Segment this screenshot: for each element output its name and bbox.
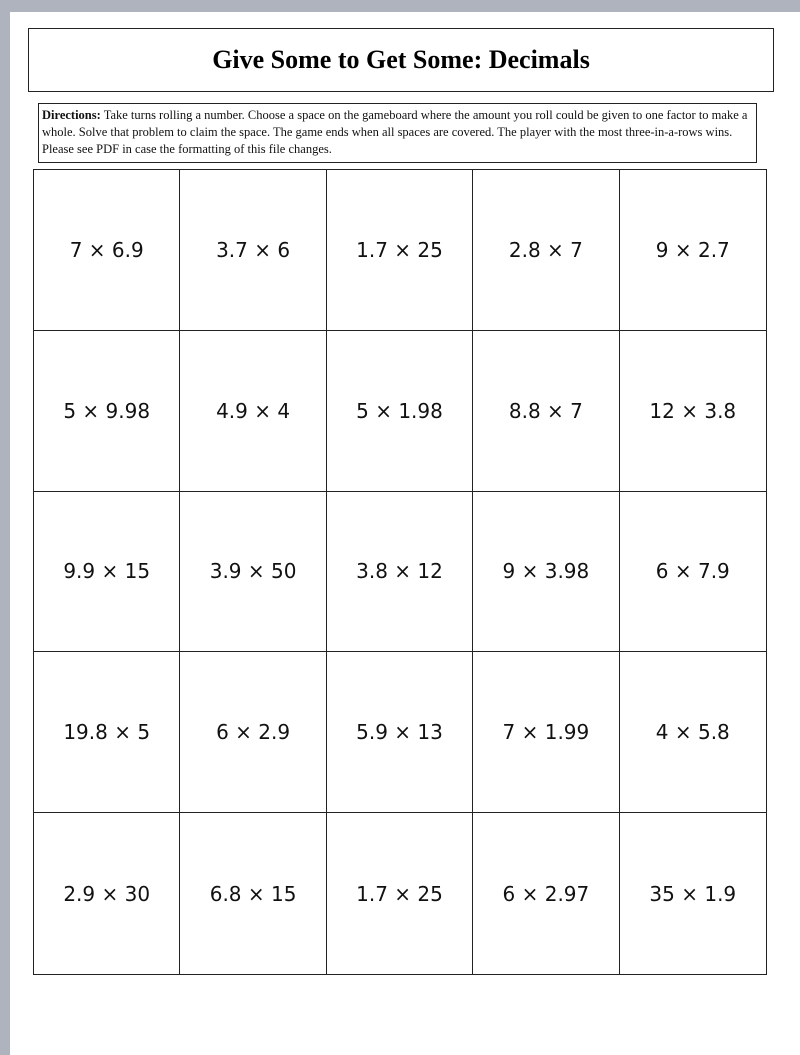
title-box bbox=[28, 28, 774, 92]
gameboard-cell[interactable]: 2.9 × 30 bbox=[34, 813, 180, 974]
gameboard-cell[interactable]: 9 × 3.98 bbox=[473, 492, 619, 653]
gameboard-cell[interactable]: 9 × 2.7 bbox=[620, 170, 766, 331]
gameboard-cell[interactable]: 4 × 5.8 bbox=[620, 652, 766, 813]
gameboard-cell[interactable]: 7 × 6.9 bbox=[34, 170, 180, 331]
page-title: Give Some to Get Some: Decimals bbox=[212, 45, 590, 74]
gameboard-cell[interactable]: 2.8 × 7 bbox=[473, 170, 619, 331]
gameboard-cell[interactable]: 1.7 × 25 bbox=[327, 170, 473, 331]
directions-text: Take turns rolling a number. Choose a space on the gameboard where the amount you roll could be given to one factor to make a whole. Solve that problem to claim the space. The game ends when all spaces are covered. The player with the most three-in-a-rows wins. Please see PDF in case the formatting of this file changes. bbox=[42, 108, 748, 156]
directions-box bbox=[38, 103, 757, 163]
gameboard-cell[interactable]: 1.7 × 25 bbox=[327, 813, 473, 974]
gameboard-cell[interactable]: 6 × 2.97 bbox=[473, 813, 619, 974]
gameboard-cell[interactable]: 4.9 × 4 bbox=[180, 331, 326, 492]
gameboard-cell[interactable]: 8.8 × 7 bbox=[473, 331, 619, 492]
gameboard-cell[interactable]: 5 × 9.98 bbox=[34, 331, 180, 492]
gameboard-cell[interactable]: 3.8 × 12 bbox=[327, 492, 473, 653]
gameboard-cell[interactable]: 5.9 × 13 bbox=[327, 652, 473, 813]
gameboard-cell[interactable]: 6.8 × 15 bbox=[180, 813, 326, 974]
gameboard-cell[interactable]: 3.7 × 6 bbox=[180, 170, 326, 331]
gameboard-cell[interactable]: 6 × 2.9 bbox=[180, 652, 326, 813]
gameboard-cell[interactable]: 5 × 1.98 bbox=[327, 331, 473, 492]
gameboard-cell[interactable]: 12 × 3.8 bbox=[620, 331, 766, 492]
gameboard-cell[interactable]: 19.8 × 5 bbox=[34, 652, 180, 813]
gameboard-cell[interactable]: 6 × 7.9 bbox=[620, 492, 766, 653]
gameboard-cell[interactable]: 7 × 1.99 bbox=[473, 652, 619, 813]
directions-label: Directions: bbox=[42, 108, 101, 122]
gameboard-cell[interactable]: 35 × 1.9 bbox=[649, 881, 737, 906]
gameboard-cell[interactable]: 9.9 × 15 bbox=[34, 492, 180, 653]
gameboard-grid bbox=[33, 169, 767, 975]
gameboard-cell[interactable]: 3.9 × 50 bbox=[180, 492, 326, 653]
